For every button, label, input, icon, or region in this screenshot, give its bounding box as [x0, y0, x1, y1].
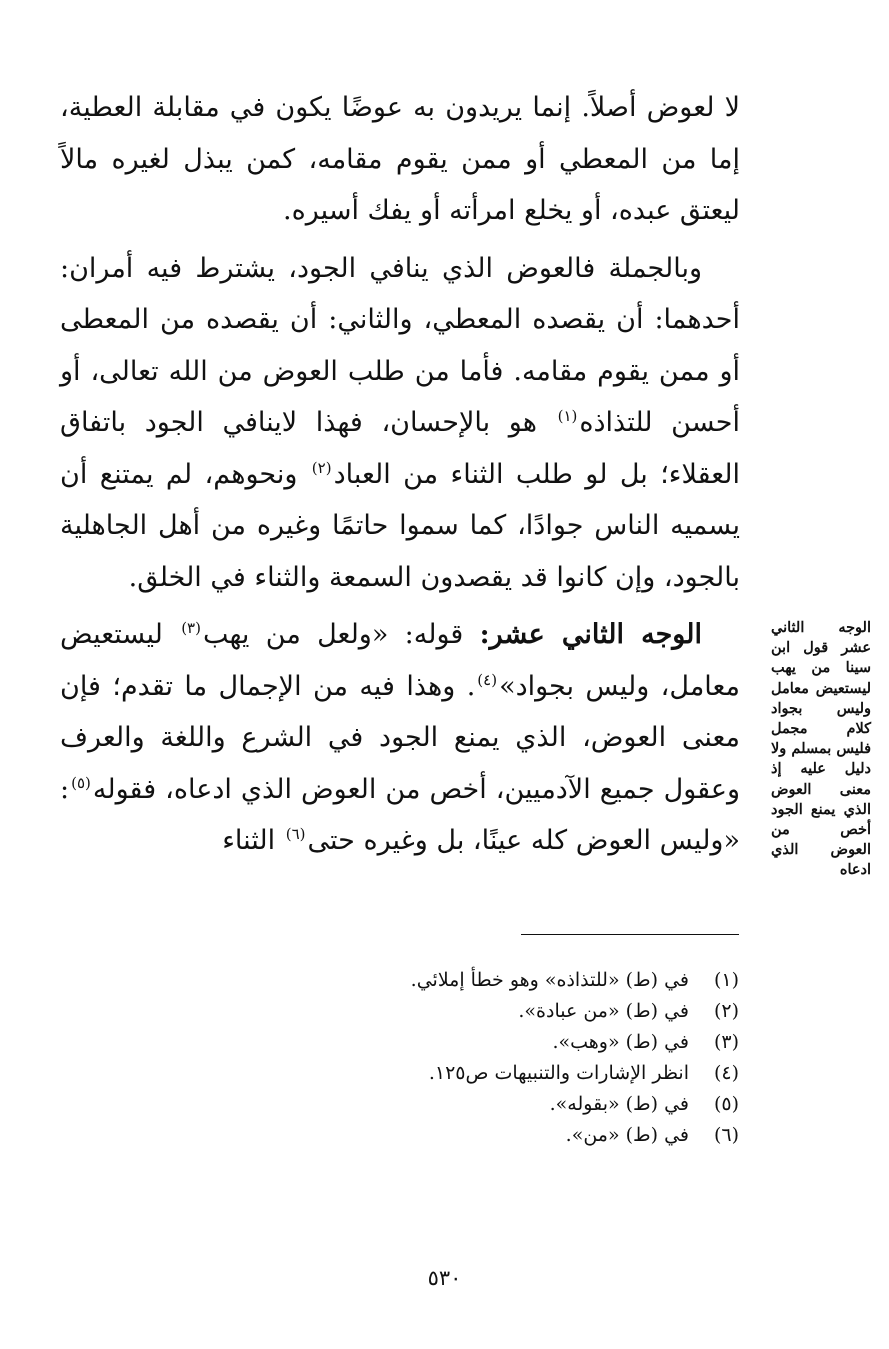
margin-note: الوجه الثاني عشر قول ابن سينا من يهب ليستعيض معامل وليس بجواد كلام مجمل فليس بمسلم ولا دليل عليه إذ معنى العوض الذي يمنع الجود أخص من العوض الذي ادعاه — [771, 619, 871, 879]
paragraph-3-part-d: : «وليس العوض كله عينًا، بل وغيره حتى — [60, 773, 740, 856]
footnote-item — [259, 1058, 739, 1089]
footnote-item — [259, 1027, 739, 1058]
paragraph-3-part-a: قوله: «ولعل من يهب — [202, 619, 464, 650]
paragraph-1: لا لعوض أصلاً. إنما يريدون به عوضًا يكون في مقابلة العطية، إما من المعطي أو ممن يقوم مقامه، كمن يبذل لغيره مالاً ليعتق عبده، أو يخلع امرأته أو يفك أسيره. — [60, 92, 740, 226]
paragraph-2-part-b: هو بالإحسان، فهذا لاينافي الجود باتفاق العقلاء؛ بل لو طلب الثناء من العباد — [60, 407, 740, 490]
footnote-number: (٤) — [713, 1062, 739, 1084]
paragraph-3-part-b: ليستعيض معامل، وليس بجواد» — [60, 619, 740, 702]
footnote-text: انظر الإشارات والتنبيهات ص١٢٥. — [428, 1062, 689, 1084]
footnote-text: في (ط) «بقوله». — [549, 1093, 689, 1115]
footnote-ref-2[interactable]: (٢) — [311, 458, 332, 477]
footnote-number: (٣) — [713, 1031, 739, 1053]
footnote-ref-1[interactable]: (١) — [557, 407, 578, 425]
paragraph-2-part-c: ونحوهم، لم يمتنع أن يسميه الناس جوادًا، كما سموا حاتمًا وغيره من أهل الجاهلية بالجود، وإن كانوا قد يقصدون السمعة والثناء في الخلق. — [60, 458, 740, 593]
footnote-text: في (ط) «للتذاذه» وهو خطأ إملائي. — [410, 969, 689, 991]
paragraph-2 — [60, 243, 740, 604]
footnote-text: في (ط) «وهب». — [552, 1031, 689, 1053]
footnote-text: في (ط) «من». — [565, 1124, 689, 1146]
paragraph-3-part-e: الثناء — [222, 825, 276, 856]
footnote-text: في (ط) «من عبادة». — [518, 1000, 689, 1022]
footnote-number: (٥) — [713, 1093, 739, 1115]
footnote-number: (٢) — [713, 1000, 739, 1022]
footnote-item — [259, 996, 739, 1027]
footnote-item — [259, 965, 739, 996]
footnote-number: (١) — [713, 969, 739, 991]
section-heading: الوجه الثاني عشر: — [479, 619, 702, 650]
main-text — [60, 82, 740, 873]
footnote-number: (٦) — [713, 1124, 739, 1146]
footnotes-list — [259, 965, 739, 1151]
paragraph-3 — [60, 609, 740, 867]
footnote-item — [259, 1089, 739, 1120]
footnote-ref-4[interactable]: (٤) — [477, 670, 498, 689]
footnote-item — [259, 1120, 739, 1151]
footnote-ref-5[interactable]: (٥) — [71, 773, 91, 792]
page-number: ٥٣٠ — [427, 1266, 462, 1290]
footnote-ref-3[interactable]: (٣) — [181, 619, 201, 637]
footnote-divider — [521, 934, 739, 935]
paragraph-2-part-a: وبالجملة فالعوض الذي ينافي الجود، يشترط فيه أمران: أحدهما: أن يقصده المعطي، والثاني: أن يقصده من المعطى أو ممن يقوم مقامه. فأما من طلب العوض من الله تعالى، أو أحسن للتذاذه — [60, 252, 740, 438]
footnote-ref-6[interactable]: (٦) — [285, 825, 306, 843]
paragraph-3-part-c: . وهذا فيه من الإجمال ما تقدم؛ فإن معنى العوض، الذي يمنع الجود في الشرع واللغة والعرف وعقول جميع الآدميين، أخص من العوض الذي ادعاه، فقوله — [60, 670, 740, 805]
